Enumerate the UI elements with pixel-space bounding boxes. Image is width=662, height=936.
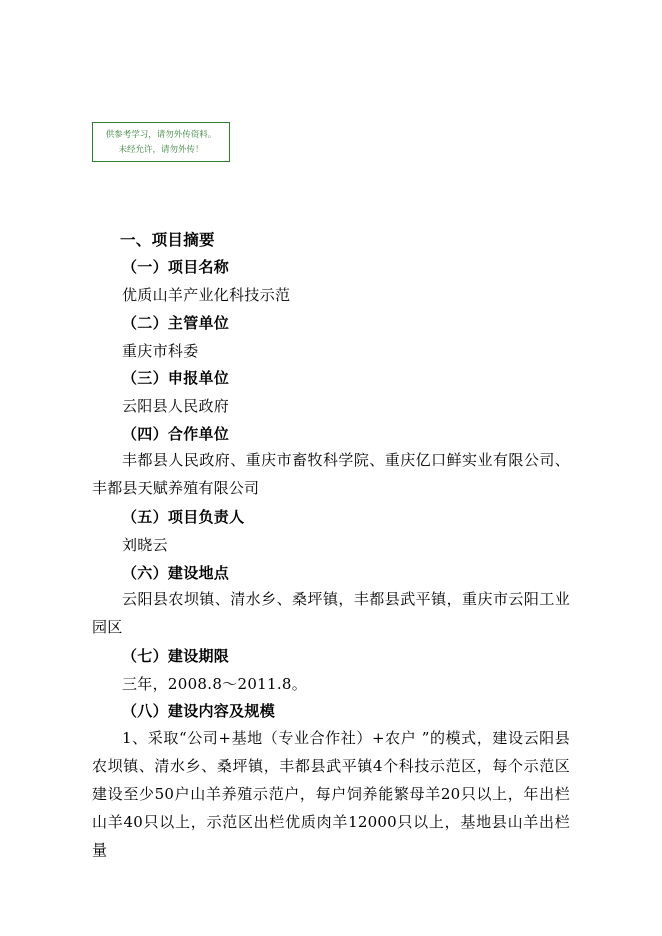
stamp-line-1: 供参考学习，请勿外传资料。 [105,130,217,140]
heading-project-leader: （五）项目负责人 [122,508,245,526]
heading-partner-units: （四）合作单位 [122,425,230,443]
content-partner-units: 丰都县人民政府、重庆市畜牧科学院、重庆亿口鲜实业有限公司、丰都县天赋养殖有限公司 [92,451,570,497]
content-applicant-unit: 云阳县人民政府 [122,397,230,415]
content-construction-period: 三年，2008.8～2011.8。 [122,675,308,693]
content-supervising-unit: 重庆市科委 [122,342,199,360]
heading-content-scale: （八）建设内容及规模 [122,702,276,720]
heading-applicant-unit: （三）申报单位 [122,369,230,387]
content-project-leader: 刘晓云 [122,536,168,554]
heading-construction-period: （七）建设期限 [122,647,230,665]
heading-construction-site: （六）建设地点 [122,564,230,582]
content-project-name: 优质山羊产业化科技示范 [122,286,291,304]
heading-project-name: （一）项目名称 [122,258,230,276]
content-construction-site: 云阳县农坝镇、清水乡、桑坪镇，丰都县武平镇，重庆市云阳工业园区 [92,590,570,636]
confidential-stamp [92,122,230,162]
content-content-scale: 1、采取“公司+基地（专业合作社）+农户 ”的模式，建设云阳县农坝镇、清水乡、桑坪镇，丰都县武平镇4个科技示范区，每个示范区建设至少50户山羊养殖示范户，每户饲养能繁母羊20只以上，年出栏山羊40只以上，示范区出栏优质肉羊12000只以上，基地县山羊出栏量 [92,729,570,859]
stamp-line-2: 未经允许，请勿外传！ [118,145,204,155]
heading-supervising-unit: （二）主管单位 [122,314,230,332]
section-title: 一、项目摘要 [120,231,215,249]
